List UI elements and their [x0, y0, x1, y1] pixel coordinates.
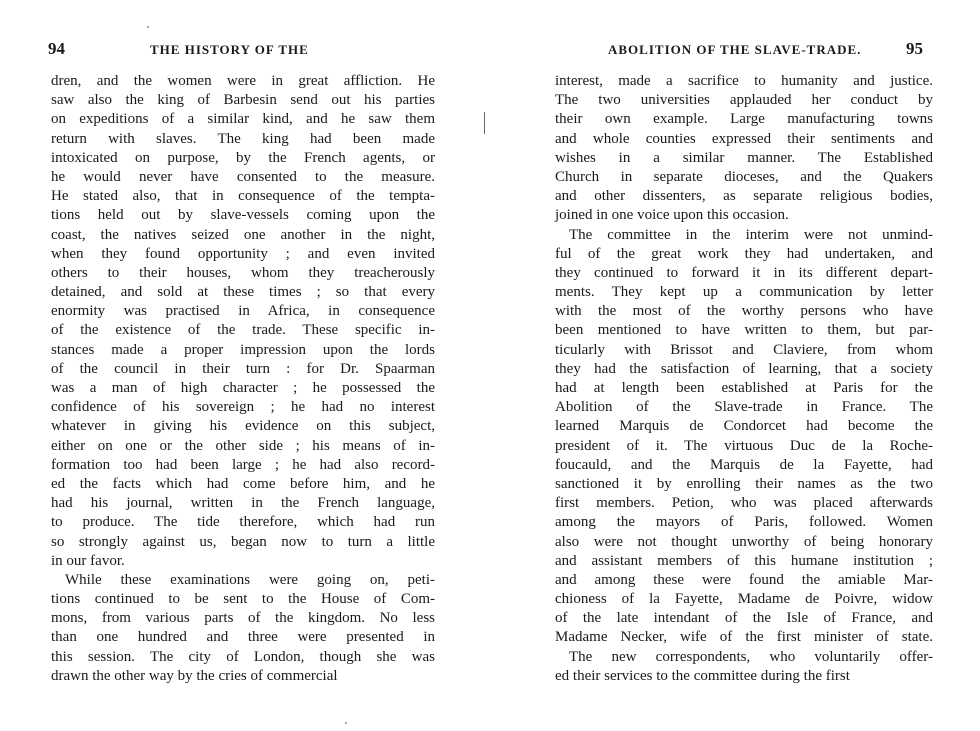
text-line: The two universities applauded her conduct by	[555, 92, 933, 109]
text-line: Church in separate dioceses, and the Quakers	[555, 168, 933, 185]
text-line: ed the facts which had come before him, and he	[51, 475, 435, 492]
text-line: than one hundred and three were presented in	[51, 629, 435, 646]
right-body-text	[555, 72, 933, 686]
text-line: of the late intendant of the Isle of France, and	[555, 610, 933, 627]
gutter-mark	[484, 112, 485, 134]
text-line: either on one or the other side ; his means of in-	[51, 437, 435, 454]
text-line: chioness of la Fayette, Madame de Poivre, widow	[555, 591, 933, 608]
text-line: been mentioned to have written to them, but par-	[555, 322, 933, 339]
text-line: whatever in giving his evidence on this subject,	[51, 418, 435, 435]
text-line: enormity was practised in Africa, in consequence	[51, 303, 435, 320]
text-line: and whole counties expressed their sentiments and	[555, 130, 933, 147]
text-line: learned Marquis de Condorcet had become the	[555, 418, 933, 435]
text-line: coast, the natives seized one another in the night,	[51, 226, 435, 243]
right-running-head: ABOLITION OF THE SLAVE-TRADE.	[608, 42, 862, 57]
text-line: detained, and sold at these times ; so that every	[51, 284, 435, 301]
text-line: and other dissenters, as separate religious bodies,	[555, 188, 933, 205]
text-line: mons, from various parts of the kingdom. No less	[51, 610, 435, 627]
text-line: While these examinations were going on, peti-	[65, 571, 435, 588]
left-page-number: 94	[48, 39, 65, 58]
text-line: they continued to forward it in its different depart-	[555, 264, 933, 281]
text-line: wishes in a similar manner. The Established	[555, 149, 933, 166]
text-line: return with slaves. The king had been made	[51, 130, 435, 147]
text-line: had at length been established at Paris for the	[555, 380, 933, 396]
text-line: intoxicated on purpose, by the French agents, or	[51, 149, 435, 166]
speck	[147, 26, 149, 28]
text-line: saw also the king of Barbesin send out his parties	[51, 92, 435, 109]
text-line: on expeditions of a similar kind, and he saw them	[51, 111, 435, 128]
text-line: first members. Petion, who was placed afterwards	[555, 495, 933, 512]
text-line: their own example. Large manufacturing towns	[555, 111, 933, 128]
text-line: interest, made a sacrifice to humanity and justice.	[555, 73, 933, 89]
text-line: The committee in the interim were not unmind-	[569, 226, 933, 243]
text-line: Madame Necker, wife of the first minister of state.	[555, 629, 933, 646]
text-line: had his journal, written in the French language,	[51, 495, 435, 512]
text-line: this session. The city of London, though she was	[51, 648, 435, 665]
text-line: was a man of high character ; he possessed the	[51, 380, 435, 396]
text-line: ticularly with Brissot and Claviere, from whom	[555, 341, 933, 358]
text-line: to produce. The tide therefore, which had run	[51, 514, 435, 531]
text-line: so strongly against us, began now to turn a little	[51, 533, 435, 550]
text-line: formation too had been large ; he had also record-	[51, 456, 435, 473]
text-line: of the council in their turn : for Dr. Spaarman	[51, 360, 435, 377]
speck	[345, 722, 347, 724]
text-line: ments. They kept up a communication by letter	[555, 284, 933, 301]
text-line: ful of the great work they had undertaken, and	[555, 245, 933, 262]
text-line: with the most of the worthy persons who have	[555, 303, 933, 320]
left-running-head: THE HISTORY OF THE	[150, 42, 309, 57]
text-line: Abolition of the Slave-trade in France. The	[555, 399, 933, 416]
text-line: tions continued to be sent to the House of Com-	[51, 591, 435, 608]
text-line: joined in one voice upon this occasion.	[555, 207, 789, 224]
text-line: The new correspondents, who voluntarily offer-	[569, 648, 933, 665]
text-line: ed their services to the committee during the first	[555, 667, 850, 684]
text-line: he would never have consented to the measure.	[51, 168, 435, 185]
right-page-number: 95	[906, 39, 923, 58]
text-line: He stated also, that in consequence of the tempta-	[51, 188, 435, 205]
text-line: sanctioned it by enrolling their names as the two	[555, 475, 933, 492]
text-line: drawn the other way by the cries of commercial	[51, 667, 338, 684]
text-line: when they found opportunity ; and even invited	[51, 245, 435, 262]
text-line: foucauld, and the Marquis de la Fayette, had	[555, 456, 933, 473]
text-line: they had the satisfaction of learning, that a society	[555, 360, 933, 377]
text-line: and among these were found the amiable Mar-	[555, 571, 933, 588]
text-line: tions held out by slave-vessels coming upon the	[51, 207, 435, 224]
text-line: and assistant members of this humane institution ;	[555, 552, 933, 569]
text-line: dren, and the women were in great affliction. He	[51, 73, 435, 89]
text-line: in our favor.	[51, 552, 125, 569]
text-line: confidence of his sovereign ; he had no interest	[51, 399, 435, 416]
text-line: others to their houses, whom they treacherously	[51, 264, 435, 281]
text-line: also were not thought unworthy of being honorary	[555, 533, 933, 550]
text-line: among the mayors of Paris, followed. Women	[555, 514, 933, 531]
text-line: of the existence of the trade. These specific in-	[51, 322, 435, 339]
text-line: stances made a proper impression upon the lords	[51, 341, 435, 358]
text-line: president of it. The virtuous Duc de la Roche-	[555, 437, 933, 454]
